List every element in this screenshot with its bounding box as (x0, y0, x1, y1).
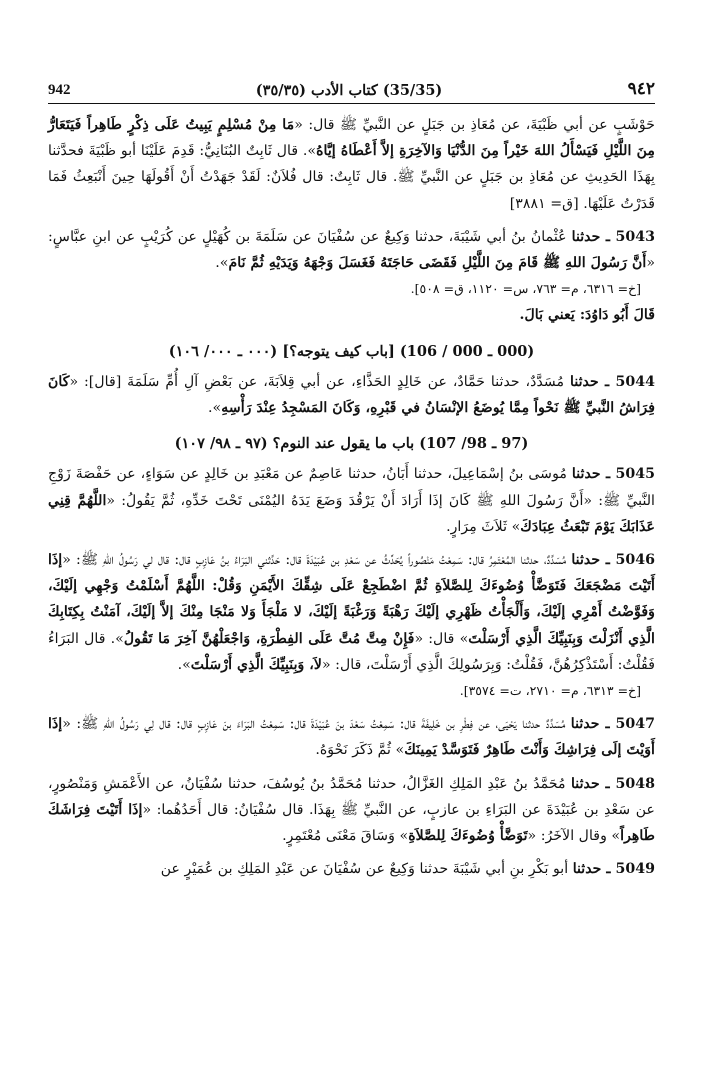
closing-text: » ثُمَّ ذَكَرَ نَحْوَهُ. (315, 742, 405, 759)
hadith-number: 5045 ـ حدثنا (571, 466, 655, 483)
isnad-text: مُسَدَّدٌ حدثنا يَحْيَى، عن فِطْرِ بن خَلِيفَةَ قال: سَمِعْتُ سَعْدَ بنَ عُبَيْدَةَ قال: سَمِعْتُ البَرَاءَ بنَ عَازِبٍ قال: قال لِي رَسُولُ اللهِ ﷺ: « (62, 716, 571, 733)
isnad-text: مُسَدَّدٌ، حدثنا المُعْتَمِرُ قال: سَمِعْتُ مَنْصُوراً يُحَدِّثُ عن سَعْدِ بن عُبَيْدَةَ قال: حَدَّثني البَرَاءُ بنُ عَازِبٍ قال: قال لي رَسُولُ اللهِ ﷺ: « (62, 552, 572, 569)
closing-text: » ثَلاَثَ مِرَارٍ. (446, 518, 521, 535)
closing-text: ». (215, 255, 229, 272)
hadith-5045 (48, 461, 655, 540)
hadith-5043 (48, 224, 655, 276)
hadith-number: 5046 ـ حدثنا (571, 552, 655, 569)
connector-text-2: ». قال البَرَاءُ فَقُلْتُ: أَسْتَذْكِرُهُنَّ، فَقُلْتُ: وَبِرَسُولِكَ الَّذِي أَرْسَلْتَ، قال: « (48, 630, 655, 673)
matn-text: أَنَّ رَسُولَ اللهِ ﷺ قَامَ مِنَ اللَّيْلِ فَقَضَى حَاجَتَهُ فَغَسَلَ وَجْهَهُ وَيَدَيْهِ ثُمَّ نَامَ (228, 255, 647, 272)
closing-text: ». (177, 656, 191, 673)
hadith-5048 (48, 771, 655, 850)
connector-text: » قال: « (414, 630, 469, 647)
isnad-text: أبو بَكْرِ بنِ أبي شَيْبَةَ حدثنا وَكِيعٌ عن سُفْيَانَ عن عَبْدِ المَلِكِ بن عُمَيْرٍ عن (160, 861, 573, 878)
isnad-text: حَوْشَبٍ عن أبي ظَبْيَةَ، عن مُعَاذِ بن جَبَلٍ عن النَّبيِّ ﷺ قال: « (294, 117, 655, 133)
hadith-5046 (48, 547, 655, 678)
matn-text: كَانَ فِرَاشُ النَّبيِّ ﷺ نَحْواً مِمَّا يُوضَعُ الإنْسَانُ في قَبْرِهِ، وَكَانَ المَسْجِدُ عِنْدَ رَأْسِهِ (48, 373, 655, 417)
continued-hadith (48, 112, 655, 217)
commentary-text: ». قال ثَابِتٌ البُنَانِيُّ: قَدِمَ عَلَيْنَا أبو ظَبْيَةَ فحدَّثنا بِهَذَا الحَدِيثِ عن مُعَاذِ بن جَبَلٍ عن النَّبيِّ ﷺ. قال ثَابِتٌ: قال فُلاَنٌ: لَقَدْ جَهَدْتُ أَنْ أَقُولَهَا حِينَ أَنْبَعِثُ فَمَا قَدَرْتُ عَلَيْهَا. [ق= ٣٨٨١] (48, 143, 655, 212)
abu-dawud-note: قَالَ أَبُو دَاوُدَ: يَعني بَالَ. (519, 307, 655, 324)
page-header (48, 74, 655, 104)
hadith-5049 (48, 856, 655, 882)
connector-text: » وقال الآخَرُ: « (527, 828, 621, 845)
matn-text: اللَّهُمَّ قِنِي عَذَابَكَ يَوْمَ تَبْعَثُ عِبَادَكَ (48, 492, 655, 535)
matn-text: مَا مِنْ مُسْلِمٍ يَبِيتُ عَلَى ذِكْرٍ طَاهِراً فَيَتَعَارُّ مِنَ اللَّيْلِ فَيَسْأَلُ اللهَ خَيْراً مِنَ الدُّنْيَا وَالآخِرَةِ إلاَّ أَعْطَاهُ إيَّاهُ (48, 117, 655, 160)
matn-text: إذَا أَتَيْتَ فِرَاشَكَ طَاهِراً (48, 801, 655, 845)
chapter-title-106: (000 ـ 000 / 106) [باب كيف يتوجه؟] (٠٠٠ ـ ٠٠٠/ ١٠٦) (168, 342, 535, 360)
closing-text: » وَسَاقَ مَعْنَى مُعْتَمِرٍ. (282, 828, 409, 845)
closing-text: ». (208, 400, 222, 417)
isnad-text: مُحَمَّدُ بنُ عَبْدِ المَلِكِ الغَزَّالُ، حدثنا مُحَمَّدُ بنُ يُوسُفَ، حدثنا سُفْيَانُ، عن الأَعْمَشِ وَمَنْصُورٍ، عن سَعْدِ بن عُبَيْدَةَ عن البَرَاءِ بن عازبٍ، عن النَّبيِّ ﷺ بِهَذَا. قال سُفْيَانُ: قال أَحَدُهُما: « (48, 775, 655, 818)
hadith-number: 5048 ـ حدثنا (570, 775, 655, 792)
isnad-text: مُوسَى بنُ إسْمَاعِيلَ، حدثنا أَبَانُ، حدثنا عَاصِمٌ عن مَعْبَدِ بن خَالِدٍ عن سَوَاءٍ، عن حَفْصَةَ زَوْجِ النَّبيِّ ﷺ: «أَنَّ رَسُولَ اللهِ ﷺ كَانَ إذَا أَرَادَ أَنْ يَرْقُدَ وَضَعَ يَدَهُ اليُمْنَى تَحْتَ خَدِّهِ، ثُمَّ يَقُولُ: « (48, 466, 655, 509)
hadith-number: 5043 ـ حدثنا (571, 228, 655, 245)
hadith-5044 (48, 369, 655, 421)
hadith-number: 5047 ـ حدثنا (570, 716, 655, 733)
page-body (48, 112, 655, 882)
hadith-number: 5049 ـ حدثنا (572, 861, 655, 878)
hadith-number: 5044 ـ حدثنا (570, 373, 655, 390)
page-number-latin: 942 (48, 82, 71, 98)
hadith-5046-references: [خ= ٦٣١٣، م= ٢٧١٠، ت= ٣٥٧٤]. (459, 683, 641, 699)
matn-text-3: لاَ، وَبِنَبِيِّكَ الَّذِي أَرْسَلْتَ (190, 656, 322, 673)
matn-text: إذَا أَوَيْتَ إلَى فِرَاشِكَ وَأَنْتَ طَاهِرٌ فَتَوَسَّدْ يَمِينَكَ (48, 716, 655, 759)
hadith-5043-references: [خ= ٦٣١٦، م= ٧٦٣، س= ١١٢٠، ق= ٥٠٨]. (410, 281, 641, 297)
matn-text-2: فَإِنْ مِتَّ مُتَّ عَلَى الفِطْرَةِ، وَاجْعَلْهُنَّ آخِرَ مَا تَقُولُ (123, 630, 415, 647)
running-title: (35/35) كتاب الأدب (٣٥/٣٥) (255, 82, 443, 99)
page-number-arabic: ٩٤٢ (627, 79, 655, 99)
chapter-title-107: (97 ـ 98/ 107) باب ما يقول عند النوم؟ (٩٧ ـ ٩٨/ ١٠٧) (174, 435, 529, 453)
isnad-text: مُسَدَّدٌ، حدثنا حَمَّادٌ، عن خَالِدٍ الحَذَّاءِ، عن أبي قِلاَبَةَ، عن بَعْضِ آلِ أُمِّ سَلَمَةَ [قال]: « (69, 373, 570, 390)
hadith-5047 (48, 711, 655, 763)
matn-text-2: تَوَضَّأْ وُضُوءَكَ لِلصَّلاَةِ (408, 828, 528, 845)
isnad-text: عُثْمانُ بنُ أبي شَيْبَةَ، حدثنا وَكِيعٌ عن سُفْيَانَ عن سَلَمَةَ بن كُهَيْلٍ عن كُرَيْبٍ عن ابنِ عبَّاسٍ: « (48, 228, 655, 272)
matn-text: إذَا أَتَيْتَ مَضْجَعَكَ فَتَوَضَّأْ وُضُوءَكَ لِلصَّلاَةِ ثُمَّ اضْطَجِعْ عَلَى شِقِّكَ الأَيْمَنِ وَقُلْ: اللَّهُمَّ أَسْلَمْتُ وَجْهِي إلَيْكَ، وَفَوَّضْتُ أَمْرِي إلَيْكَ، وَأَلْجَأْتُ ظَهْرِي إلَيْكَ رَهْبَةً وَرَغْبَةً إلَيْكَ، لا مَلْجَأَ وَلا مَنْجَا مِنْكَ إلاَّ إلَيْكَ، آمَنْتُ بِكِتَابِكَ الَّذِي أَنْزَلْتَ وَبِنَبِيِّكَ الَّذِي أَرْسَلْتَ (48, 552, 655, 647)
